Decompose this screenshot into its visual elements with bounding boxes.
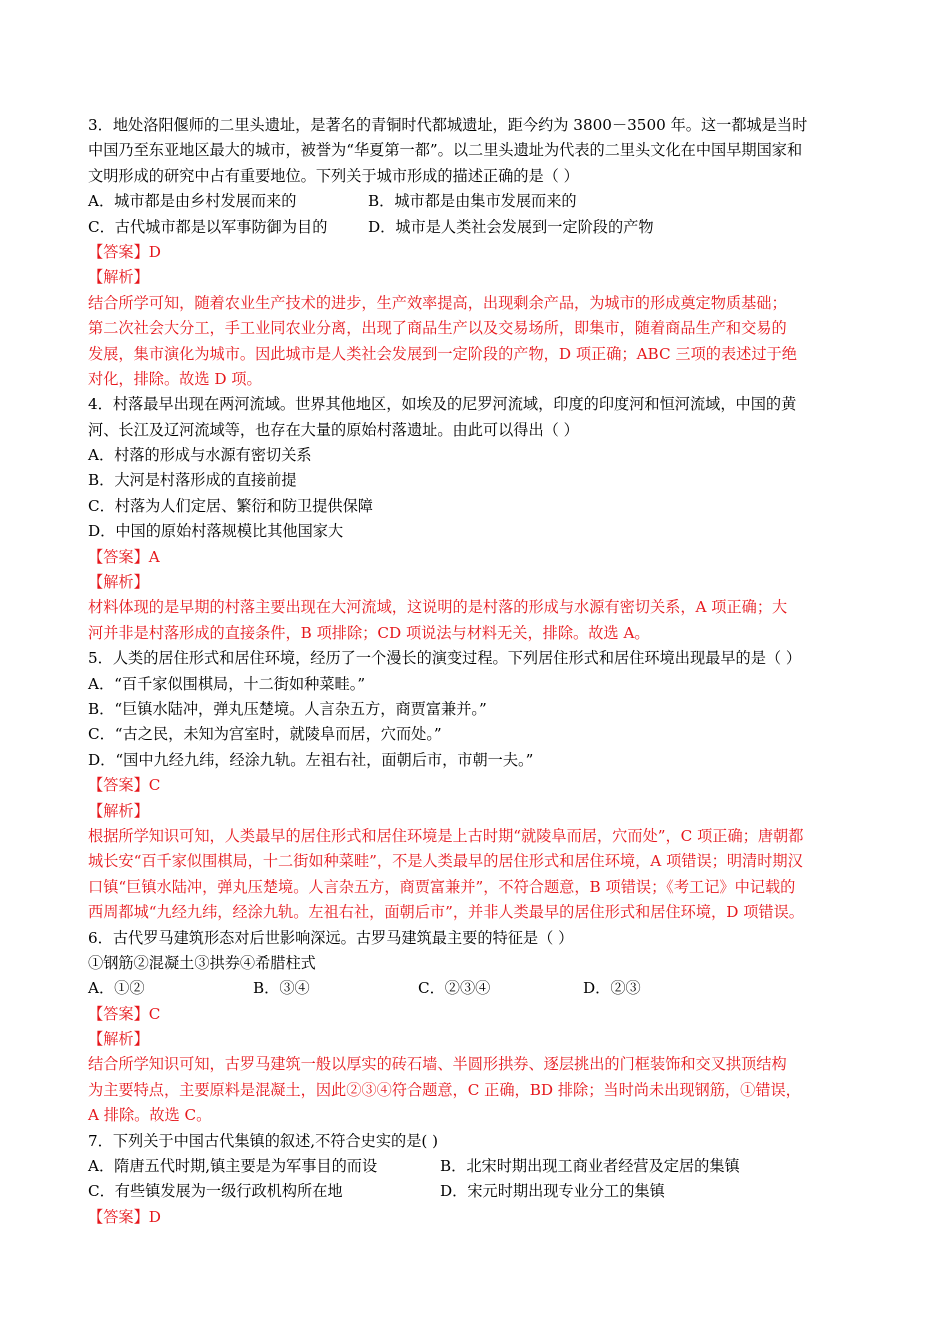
question-3 (88, 113, 878, 392)
analysis-text: 口镇“巨镇水陆冲，弹丸压楚境。人言杂五方，商贾富兼并”，不符合题意，B 项错误；《考工记》中记载的 (88, 877, 796, 896)
option-d: D．宋元时期出现专业分工的集镇 (440, 1182, 665, 1201)
option-c: C．村落为人们定居、繁衍和防卫提供保障 (88, 496, 373, 515)
analysis-text: 发展，集市演化为城市。因此城市是人类社会发展到一定阶段的产物，D 项正确；ABC 三项的表述过于绝 (88, 344, 797, 363)
option-b: B．③④ (253, 979, 310, 998)
options-row (88, 215, 878, 240)
options-row (88, 189, 878, 214)
option-c: C．古代城市都是以军事防御为目的 (88, 217, 328, 236)
analysis-label: 【解析】 (88, 573, 149, 592)
answer: 【答案】C (88, 776, 161, 795)
analysis-text: A 排除。故选 C。 (88, 1106, 212, 1125)
question-4 (88, 392, 878, 646)
option-b: B．“巨镇水陆冲，弹丸压楚境。人言杂五方，商贾富兼并。” (88, 699, 487, 718)
analysis-label: 【解析】 (88, 801, 149, 820)
option-a: A．城市都是由乡村发展而来的 (88, 192, 297, 211)
question-stem: 5．人类的居住形式和居住环境，经历了一个漫长的演变过程。下列居住形式和居住环境出现最早的是（ ） (88, 649, 802, 668)
option-a: A．村落的形成与水源有密切关系 (88, 446, 312, 465)
option-a: A．①② (88, 979, 145, 998)
options-row (88, 1179, 878, 1204)
option-d: D．城市是人类社会发展到一定阶段的产物 (368, 217, 654, 236)
option-c: C．②③④ (418, 979, 491, 998)
option-b: B．大河是村落形成的直接前提 (88, 471, 297, 490)
option-d: D．②③ (583, 979, 641, 998)
options-row (88, 1154, 878, 1179)
exam-page (88, 113, 878, 1230)
answer: 【答案】A (88, 547, 160, 566)
analysis-text: 材料体现的是早期的村落主要出现在大河流域，这说明的是村落的形成与水源有密切关系，A 项正确；大 (88, 598, 788, 617)
option-c: C．有些镇发展为一级行政机构所在地 (88, 1182, 343, 1201)
question-stem: 6．古代罗马建筑形态对后世影响深远。古罗马建筑最主要的特征是（ ） (88, 928, 574, 947)
answer: 【答案】D (88, 1207, 161, 1226)
analysis-label: 【解析】 (88, 1030, 149, 1049)
analysis-text: 城长安“百千家似围棋局，十二街如种菜畦”，不是人类最早的居住形式和居住环境，A 项错误；明清时期汉 (88, 852, 803, 871)
answer: 【答案】D (88, 242, 161, 261)
question-stem: 3．地处洛阳偃师的二里头遗址，是著名的青铜时代都城遗址，距今约为 3800－3500 年。这一都城是当时 (88, 116, 808, 134)
question-5 (88, 646, 878, 925)
question-stem: 4．村落最早出现在两河流域。世界其他地区，如埃及的尼罗河流域，印度的印度河和恒河流域，中国的黄 (88, 395, 797, 414)
option-c: C．“古之民，未知为宫室时，就陵阜而居，穴而处。” (88, 725, 442, 744)
analysis-text: 第二次社会大分工，手工业同农业分离，出现了商品生产以及交易场所，即集市，随着商品生产和交易的 (88, 319, 787, 338)
question-stem: 河、长江及辽河流域等，也存在大量的原始村落遗址。由此可以得出（ ） (88, 420, 579, 439)
option-a: A．隋唐五代时期,镇主要是为军事目的而设 (88, 1157, 378, 1176)
analysis-text: 根据所学知识可知，人类最早的居住形式和居住环境是上古时期“就陵阜而居，穴而处”，C 项正确；唐朝都 (88, 826, 804, 845)
option-d: D．中国的原始村落规模比其他国家大 (88, 522, 344, 541)
analysis-label: 【解析】 (88, 268, 149, 287)
analysis-text: 西周都城“九经九纬，经涂九轨。左祖右社，面朝后市”，并非人类最早的居住形式和居住环境，D 项错误。 (88, 903, 804, 922)
analysis-text: 对化，排除。故选 D 项。 (88, 369, 262, 388)
option-b: B．城市都是由集市发展而来的 (368, 192, 577, 211)
analysis-text: 为主要特点，主要原料是混凝土，因此②③④符合题意，C 正确，BD 排除；当时尚未出现钢筋，①错误， (88, 1080, 801, 1099)
question-stem: 7．下列关于中国古代集镇的叙述,不符合史实的是( ) (88, 1131, 439, 1150)
question-stem: ①钢筋②混凝土③拱券④希腊柱式 (88, 953, 316, 972)
option-a: A．“百千家似围棋局，十二街如种菜畦。” (88, 674, 366, 693)
answer: 【答案】C (88, 1004, 161, 1023)
question-6 (88, 926, 878, 1129)
analysis-text: 结合所学可知，随着农业生产技术的进步，生产效率提高，出现剩余产品，为城市的形成奠定物质基础； (88, 293, 787, 312)
question-stem: 中国乃至东亚地区最大的城市，被誉为“华夏第一都”。以二里头遗址为代表的二里头文化在中国早期国家和 (88, 141, 803, 160)
options-row (88, 976, 878, 1001)
analysis-text: 结合所学知识可知，古罗马建筑一般以厚实的砖石墙、半圆形拱券、逐层挑出的门框装饰和交叉拱顶结构 (88, 1055, 787, 1074)
question-7 (88, 1129, 878, 1231)
analysis-text: 河并非是村落形成的直接条件，B 项排除；CD 项说法与材料无关，排除。故选 A。 (88, 623, 650, 642)
option-b: B．北宋时期出现工商业者经营及定居的集镇 (440, 1157, 740, 1176)
option-d: D．“国中九经九纬，经涂九轨。左祖右社，面朝后市，市朝一夫。” (88, 750, 534, 769)
question-stem: 文明形成的研究中占有重要地位。下列关于城市形成的描述正确的是（ ） (88, 166, 579, 185)
